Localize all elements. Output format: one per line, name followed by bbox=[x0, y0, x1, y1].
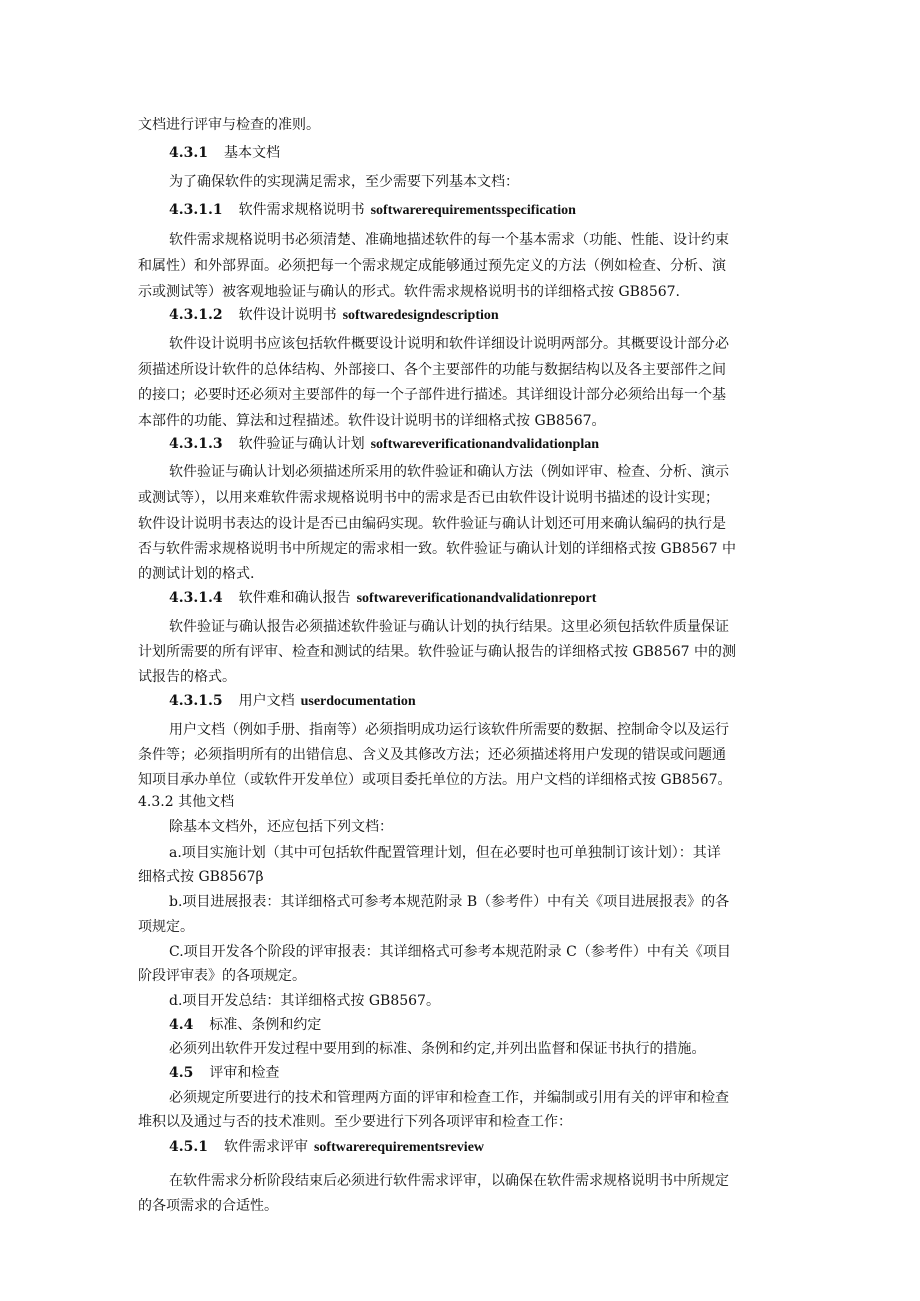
paragraph-line: 须描述所设计软件的总体结构、外部接口、各个主要部件的功能与数据结构以及各主要部件之间 bbox=[138, 362, 726, 378]
paragraph-line: 堆积以及通过与否的技术准则。至少要进行下列各项评审和检查工作： bbox=[138, 1114, 572, 1130]
paragraph-line: 项规定。 bbox=[138, 919, 194, 935]
heading-title: 软件验证与确认计划 bbox=[238, 436, 365, 452]
heading-number: 4.4 bbox=[169, 1017, 194, 1033]
paragraph-line: 软件验证与确认报告必须描述软件验证与确认计划的执行结果。这里必须包括软件质量保证 bbox=[169, 619, 729, 635]
heading-title: 标准、条例和约定 bbox=[209, 1017, 322, 1033]
heading-number: 4.5.1 bbox=[169, 1139, 208, 1155]
paragraph-line: 在软件需求分析阶段结束后必须进行软件需求评审，以确保在软件需求规格说明书中所规定 bbox=[169, 1173, 729, 1189]
heading-number: 4.3.1.4 bbox=[169, 590, 223, 606]
list-item-a: a.项目实施计划（其中可包括软件配置管理计划，但在必要时也可单独制订该计划）：其详 bbox=[169, 845, 721, 861]
heading-number: 4.3.1.2 bbox=[169, 307, 223, 323]
section-heading-4-4 bbox=[169, 1015, 321, 1035]
section-heading-4-3-1-1 bbox=[169, 200, 576, 221]
section-heading-4-3-1-5 bbox=[169, 691, 416, 712]
paragraph-line: 条件等；必须指明所有的出错信息、含义及其修改方法；还必须描述将用户发现的错误或问题通 bbox=[138, 747, 726, 763]
heading-number: 4.3.1.5 bbox=[169, 693, 223, 709]
paragraph-line: 软件需求规格说明书必须清楚、准确地描述软件的每一个基本需求（功能、性能、设计约束 bbox=[169, 232, 729, 248]
heading-english: softwarerequirementsspecification bbox=[370, 203, 576, 218]
heading-title: 用户文档 bbox=[238, 693, 295, 709]
heading-title: 软件需求评审 bbox=[223, 1139, 308, 1155]
heading-number: 4.3.1.3 bbox=[169, 436, 223, 452]
paragraph-line: 软件设计说明书应该包括软件概要设计说明和软件详细设计说明两部分。其概要设计部分必 bbox=[169, 336, 729, 352]
heading-title: 软件设计说明书 bbox=[238, 307, 337, 323]
paragraph-line: 软件设计说明书表达的设计是否已由编码实现。软件验证与确认计划还可用来确认编码的执行是 bbox=[138, 516, 726, 532]
paragraph-line: 和属性）和外部界面。必须把每一个需求规定成能够通过预先定义的方法（例如检查、分析、演 bbox=[138, 258, 726, 274]
heading-number: 4.3.1 bbox=[169, 145, 208, 161]
heading-title: 软件需求规格说明书 bbox=[238, 202, 365, 218]
paragraph-line: 的接口；必要时还必须对主要部件的每一个子部件进行描述。其详细设计部分必须给出每一个基 bbox=[138, 387, 726, 403]
heading-number: 4.3.1.1 bbox=[169, 202, 223, 218]
paragraph-line: 软件验证与确认计划必须描述所采用的软件验证和确认方法（例如评审、检查、分析、演示 bbox=[169, 464, 729, 480]
heading-english: softwareverificationandvalidationreport bbox=[356, 591, 597, 606]
heading-english: softwarerequirementsreview bbox=[313, 1140, 485, 1155]
paragraph-line: 知项目承办单位（或软件开发单位）或项目委托单位的方法。用户文档的详细格式按 GB8567。 bbox=[138, 772, 732, 788]
paragraph-line: 计划所需要的所有评审、检查和测试的结果。软件验证与确认报告的详细格式按 GB8567 中的测 bbox=[138, 644, 736, 660]
paragraph-line: 阶段评审表》的各项规定。 bbox=[138, 968, 306, 984]
paragraph-line: 必须列出软件开发过程中要用到的标准、条例和约定,并列出监督和保证书执行的措施。 bbox=[169, 1041, 706, 1057]
paragraph-line: 细格式按 GB8567β bbox=[138, 869, 264, 885]
heading-number: 4.5 bbox=[169, 1065, 194, 1081]
heading-english: userdocumentation bbox=[300, 694, 416, 709]
heading-title: 基本文档 bbox=[223, 145, 280, 161]
paragraph-line: 的各项需求的合适性。 bbox=[138, 1198, 278, 1214]
list-item-b: b.项目进展报表：其详细格式可参考本规范附录 B（参考件）中有关《项目进展报表》的各 bbox=[169, 894, 730, 910]
paragraph-line: 试报告的格式。 bbox=[138, 669, 236, 685]
paragraph-line: 否与软件需求规格说明书中所规定的需求相一致。软件验证与确认计划的详细格式按 GB8567 中 bbox=[138, 541, 736, 557]
section-heading-4-5-1 bbox=[169, 1137, 484, 1158]
paragraph-line: 用户文档（例如手册、指南等）必须指明成功运行该软件所需要的数据、控制命令以及运行 bbox=[169, 722, 729, 738]
heading-title: 软件难和确认报告 bbox=[238, 590, 351, 606]
heading-english: softwareverificationandvalidationplan bbox=[370, 437, 600, 452]
paragraph-line: 示或测试等）被客观地验证与确认的形式。软件需求规格说明书的详细格式按 GB8567. bbox=[138, 284, 680, 300]
paragraph-line: 的测试计划的格式. bbox=[138, 566, 255, 582]
heading-english: softwaredesigndescription bbox=[342, 308, 499, 323]
paragraph-line: 除基本文档外，还应包括下列文档： bbox=[169, 819, 393, 835]
paragraph-line: 文档进行评审与检查的准则。 bbox=[138, 117, 320, 133]
paragraph-line: 必须规定所要进行的技术和管理两方面的评审和检查工作，并编制或引用有关的评审和检查 bbox=[169, 1090, 729, 1106]
list-item-d: d.项目开发总结：其详细格式按 GB8567。 bbox=[169, 993, 440, 1009]
section-heading-4-3-2: 4.3.2 其他文档 bbox=[138, 794, 235, 810]
section-heading-4-3-1-4 bbox=[169, 588, 596, 609]
section-heading-4-5 bbox=[169, 1063, 279, 1083]
list-item-c: C.项目开发各个阶段的评审报表：其详细格式可参考本规范附录 C（参考件）中有关《项目 bbox=[169, 944, 731, 960]
section-heading-4-3-1-2 bbox=[169, 305, 499, 326]
paragraph-line: 或测试等），以用来难软件需求规格说明书中的需求是否已由软件设计说明书描述的设计实现； bbox=[138, 490, 719, 506]
section-heading-4-3-1-3 bbox=[169, 434, 599, 455]
heading-title: 评审和检查 bbox=[209, 1065, 280, 1081]
section-heading-4-3-1 bbox=[169, 143, 280, 163]
paragraph-line: 为了确保软件的实现满足需求，至少需要下列基本文档： bbox=[169, 174, 519, 190]
paragraph-line: 本部件的功能、算法和过程描述。软件设计说明书的详细格式按 GB8567。 bbox=[138, 413, 606, 429]
